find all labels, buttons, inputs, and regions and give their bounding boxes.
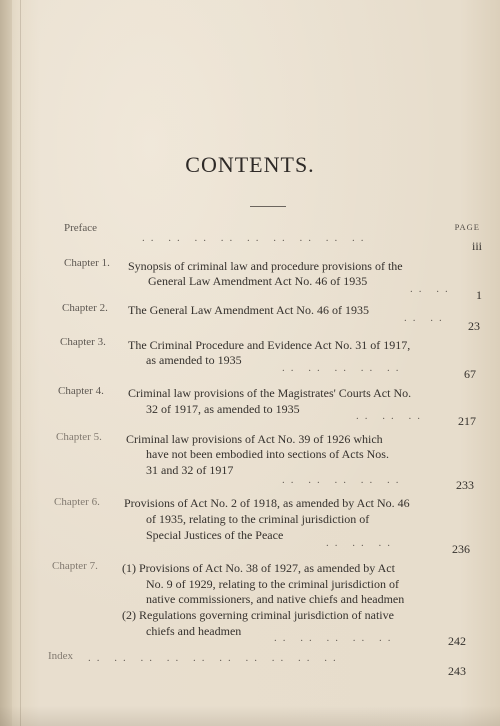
page-shadow xyxy=(0,706,500,726)
toc-label: Chapter 7. xyxy=(52,560,98,572)
toc-line: (2) Regulations governing criminal jurisdiction of native xyxy=(122,608,394,622)
toc-label: Chapter 6. xyxy=(54,496,100,508)
toc-line: Special Justices of the Peace xyxy=(146,528,284,542)
toc-page-number: iii xyxy=(471,239,482,253)
title-rule xyxy=(250,206,286,207)
toc-line: The General Law Amendment Act No. 46 of 1935 xyxy=(128,303,369,317)
toc-page-number: 233 xyxy=(456,478,474,492)
dot-leader: .. .. .. .. .. xyxy=(274,632,397,644)
toc-line: have not been embodied into sections of Acts Nos. xyxy=(146,447,389,461)
toc-page-number: 217 xyxy=(458,414,476,428)
dot-leader: .. .. .. xyxy=(326,537,396,549)
dot-leader: .. .. xyxy=(410,283,454,295)
page-title: CONTENTS. xyxy=(185,152,315,177)
toc-label: Chapter 4. xyxy=(58,385,104,397)
toc-line: General Law Amendment Act No. 46 of 1935 xyxy=(148,274,368,288)
toc-page-number: 23 xyxy=(468,319,480,333)
toc-line: Criminal law provisions of Act No. 39 of 1926 which xyxy=(126,432,383,446)
toc-label: Chapter 1. xyxy=(64,257,110,269)
toc-line: as amended to 1935 xyxy=(146,353,242,367)
gutter-line xyxy=(20,0,21,726)
toc-line: native commissioners, and native chiefs and headmen xyxy=(146,592,405,606)
toc-page-number: 243 xyxy=(448,664,466,678)
toc-page-number: 1 xyxy=(476,288,482,302)
toc-line: Criminal law provisions of the Magistrates' Courts Act No. xyxy=(128,386,412,400)
toc-page-number: 236 xyxy=(452,542,470,556)
toc-line: Synopsis of criminal law and procedure provisions of the xyxy=(128,259,403,273)
dot-leader: .. .. xyxy=(404,312,448,324)
toc-page-number: 67 xyxy=(464,367,476,381)
toc-line: (1) Provisions of Act No. 38 of 1927, as amended by Act xyxy=(122,561,395,575)
page-column-heading: PAGE xyxy=(454,222,480,232)
toc-label: Index xyxy=(48,650,74,662)
dot-leader: .. .. .. .. .. .. .. .. .. xyxy=(142,232,370,244)
dot-leader: .. .. .. .. .. xyxy=(282,474,405,486)
toc-line: chiefs and headmen xyxy=(146,624,242,638)
toc-label: Chapter 3. xyxy=(60,336,106,348)
dot-leader: .. .. .. .. .. xyxy=(282,362,405,374)
toc-line: The Criminal Procedure and Evidence Act No. 31 of 1917, xyxy=(128,338,411,352)
toc-label: Chapter 5. xyxy=(56,431,102,443)
toc-line: of 1935, relating to the criminal jurisdiction of xyxy=(146,512,370,526)
toc-line: No. 9 of 1929, relating to the criminal jurisdiction of xyxy=(146,577,399,591)
toc-line: 32 of 1917, as amended to 1935 xyxy=(146,402,300,416)
dot-leader: .. .. .. .. .. .. .. .. .. .. xyxy=(88,652,342,664)
toc-page-number: 242 xyxy=(448,634,466,648)
toc-label: Preface xyxy=(64,222,97,234)
dot-leader: .. .. .. xyxy=(356,410,426,422)
book-spine xyxy=(0,0,12,726)
toc-line: 31 and 32 of 1917 xyxy=(146,463,234,477)
toc-line: Provisions of Act No. 2 of 1918, as amended by Act No. 46 xyxy=(124,496,410,510)
toc-label: Chapter 2. xyxy=(62,302,108,314)
